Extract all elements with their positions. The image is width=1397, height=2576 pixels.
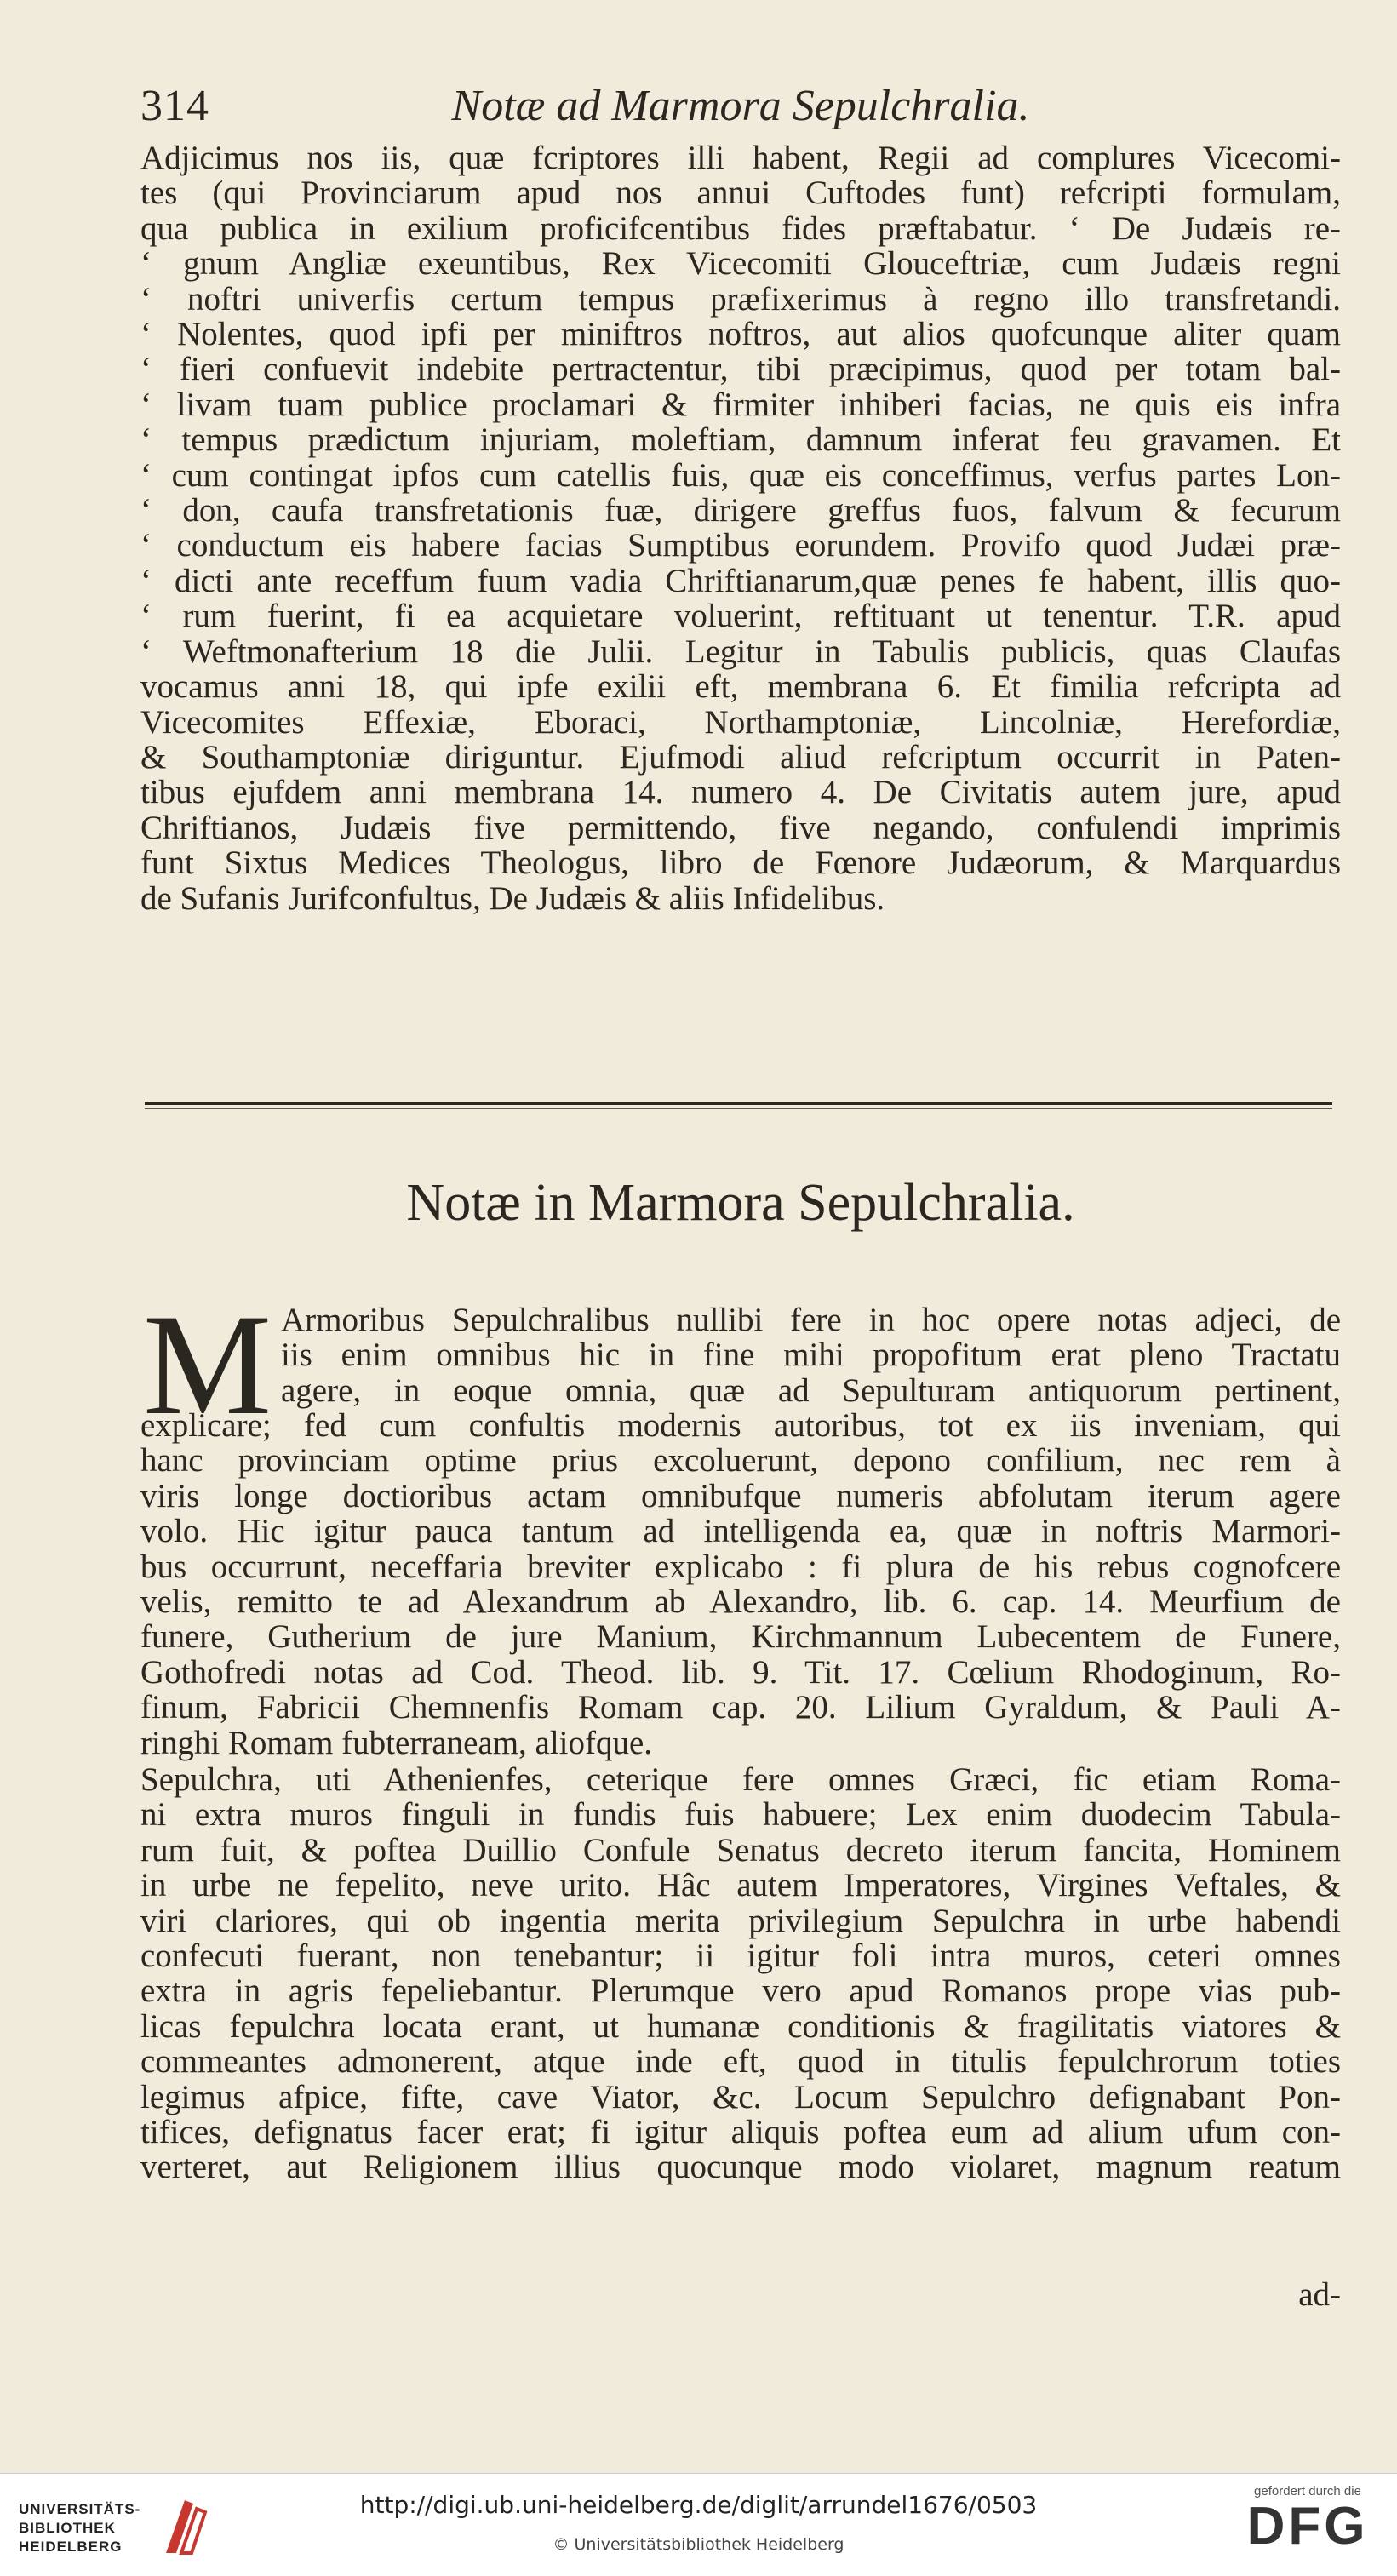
text-line: viris longe doctioribus actam omnibufque numeris abfolutam iterum agere — [140, 1477, 1341, 1514]
paragraph-3 — [140, 1762, 1341, 2185]
funded-by-text: gefördert durch die — [1254, 2484, 1361, 2499]
paragraph-1 — [140, 140, 1341, 916]
text-line: ‘ noftri univerfis certum tempus præfixerimus à regno illo transfretandi. — [140, 280, 1341, 318]
text-line: ‘ rum fuerint, fi ea acquietare voluerint, reftituant ut tenentur. T.R. apud — [140, 598, 1341, 635]
dfg-logo[interactable] — [1235, 2484, 1380, 2569]
text-line: hanc provinciam optime prius excoluerunt, depono confilium, nec rem à — [140, 1442, 1341, 1480]
text-line: Chriftianos, Judæis five permittendo, five negando, confulendi imprimis — [140, 809, 1341, 846]
text-line: tibus ejufdem anni membrana 14. numero 4. De Civitatis autem jure, apud — [140, 774, 1341, 811]
text-line: Vicecomites Effexiæ, Eboraci, Northamptoniæ, Lincolniæ, Herefordiæ, — [140, 703, 1341, 741]
text-line: explicare; fed cum confultis modernis autoribus, tot ex iis inveniam, qui — [140, 1407, 1341, 1444]
text-line: licas fepulchra locata erant, ut humanæ conditionis & fragilitatis viatores & — [140, 2007, 1341, 2045]
text-line: verteret, aut Religionem illius quocunque modo violaret, magnum reatum — [140, 2149, 1341, 2186]
text-line: & Southamptoniæ diriguntur. Ejufmodi aliud refcriptum occurrit in Paten- — [140, 738, 1341, 776]
text-line: de Sufanis Jurifconfultus, De Judæis & aliis Infidelibus. — [140, 879, 885, 917]
text-line: ‘ gnum Angliæ exeuntibus, Rex Vicecomiti Glouceftriæ, cum Judæis regni — [140, 245, 1341, 283]
text-line: ‘ Weftmonafterium 18 die Julii. Legitur in Tabulis publicis, quas Claufas — [140, 633, 1341, 670]
text-line: ‘ tempus prædictum injuriam, moleftiam, damnum inferat feu gravamen. Et — [140, 421, 1341, 459]
section-heading: Notæ in Marmora Sepulchralia. — [406, 1174, 1075, 1232]
text-line: viri clariores, qui ob ingentia merita privilegium Sepulchra in urbe habendi — [140, 1902, 1341, 1939]
text-line: ringhi Romam fubterraneam, aliofque. — [140, 1724, 653, 1761]
text-line: Gothofredi notas ad Cod. Theod. lib. 9. Tit. 17. Cœlium Rhodoginum, Ro- — [140, 1653, 1341, 1691]
text-line: velis, remitto te ad Alexandrum ab Alexandro, lib. 6. cap. 14. Meurfium de — [140, 1583, 1341, 1621]
text-line: ni extra muros finguli in fundis fuis habuere; Lex enim duodecim Tabula- — [140, 1796, 1341, 1834]
text-line: volo. Hic igitur pauca tantum ad intelligenda ea, quæ in noftris Marmori- — [140, 1513, 1341, 1550]
library-name: UNIVERSITÄTS- BIBLIOTHEK HEIDELBERG — [19, 2501, 141, 2555]
text-line: vocamus anni 18, qui ipfe exilii eft, membrana 6. Et fimilia refcripta ad — [140, 668, 1341, 706]
text-line: iis enim omnibus hic in fine mihi propofitum erat pleno Tractatu — [281, 1337, 1341, 1374]
text-line: ‘ livam tuam publice proclamari & firmiter inhiberi facias, ne quis eis infra — [140, 386, 1341, 423]
text-line: commeantes admonerent, atque inde eft, quod in titulis fepulchrorum toties — [140, 2043, 1341, 2081]
permalink[interactable]: http://digi.ub.uni-heidelberg.de/diglit/arrundel1676/0503 — [359, 2491, 1038, 2519]
text-line: ‘ dicti ante receffum fuum vadia Chriftianarum,quæ penes fe habent, illis quo- — [140, 562, 1341, 599]
text-line: in urbe ne fepelito, neve urito. Hâc autem Imperatores, Virgines Veftales, & — [140, 1867, 1341, 1904]
text-line: finum, Fabricii Chemnenfis Romam cap. 20. Lilium Gyraldum, & Pauli A- — [140, 1689, 1341, 1726]
text-line: agere, in eoque omnia, quæ ad Sepulturam antiquorum pertinent, — [281, 1371, 1341, 1409]
paragraph-2 — [140, 1408, 1341, 1760]
text-line: ‘ fieri confuevit indebite pertractentur, tibi præcipimus, quod per totam bal- — [140, 351, 1341, 388]
section-rule — [145, 1102, 1332, 1105]
text-line: tes (qui Provinciarum apud nos annui Cuftodes funt) refcripti formulam, — [140, 175, 1341, 212]
dfg-wordmark: DFG — [1246, 2497, 1369, 2556]
section-rule-thin — [145, 1108, 1332, 1109]
catchword: ad- — [1298, 2276, 1341, 2313]
text-line: Sepulchra, uti Athenienfes, ceterique fere omnes Græci, fic etiam Roma- — [140, 1761, 1341, 1798]
drop-capital: M — [143, 1285, 272, 1445]
text-line: funt Sixtus Medices Theologus, libro de Fœnore Judæorum, & Marquardus — [140, 844, 1341, 882]
page-number: 314 — [140, 82, 209, 130]
paragraph-2-indented — [281, 1302, 1341, 1408]
text-line: ‘ conductum eis habere facias Sumptibus eorundem. Provifo quod Judæi præ- — [140, 527, 1341, 564]
text-line: extra in agris fepeliebantur. Plerumque vero apud Romanos prope vias pub- — [140, 1972, 1341, 2010]
viewer-footer — [0, 2473, 1397, 2576]
text-line: legimus afpice, fifte, cave Viator, &c. Locum Sepulchro defignabant Pon- — [140, 2078, 1341, 2115]
page-header — [140, 81, 1341, 149]
text-line: Adjicimus nos iis, quæ fcriptores illi habent, Regii ad complures Vicecomi- — [140, 140, 1341, 176]
text-line: bus occurrunt, neceffaria breviter explicabo : fi plura de his rebus cognofcere — [140, 1548, 1341, 1585]
text-line: Armoribus Sepulchralibus nullibi fere in hoc opere notas adjeci, de — [281, 1302, 1341, 1338]
text-line: rum fuit, & poftea Duillio Confule Senatus decreto iterum fancita, Hominem — [140, 1831, 1341, 1869]
text-line: ‘ don, caufa transfretationis fuæ, dirigere greffus fuos, falvum & fecurum — [140, 492, 1341, 530]
text-line: tifices, defignatus facer erat; fi igitur aliquis poftea eum ad alium ufum con- — [140, 2114, 1341, 2151]
text-line: qua publica in exilium proficifcentibus fides præftabatur. ‘ De Judæis re- — [140, 209, 1341, 247]
running-title: Notæ ad Marmora Sepulchralia. — [451, 82, 1030, 130]
text-line: ‘ Nolentes, quod ipfi per miniftros noftros, aut alios quofcunque aliter quam — [140, 316, 1341, 353]
copyright-notice: © Universitätsbibliothek Heidelberg — [553, 2535, 844, 2554]
text-line: ‘ cum contingat ipfos cum catellis fuis, quæ eis conceffimus, verfus partes Lon- — [140, 456, 1341, 494]
text-line: confecuti fuerant, non tenebantur; ii igitur foli intra muros, ceteri omnes — [140, 1938, 1341, 1975]
text-line: funere, Gutherium de jure Manium, Kirchmannum Lubecentem de Funere, — [140, 1618, 1341, 1656]
